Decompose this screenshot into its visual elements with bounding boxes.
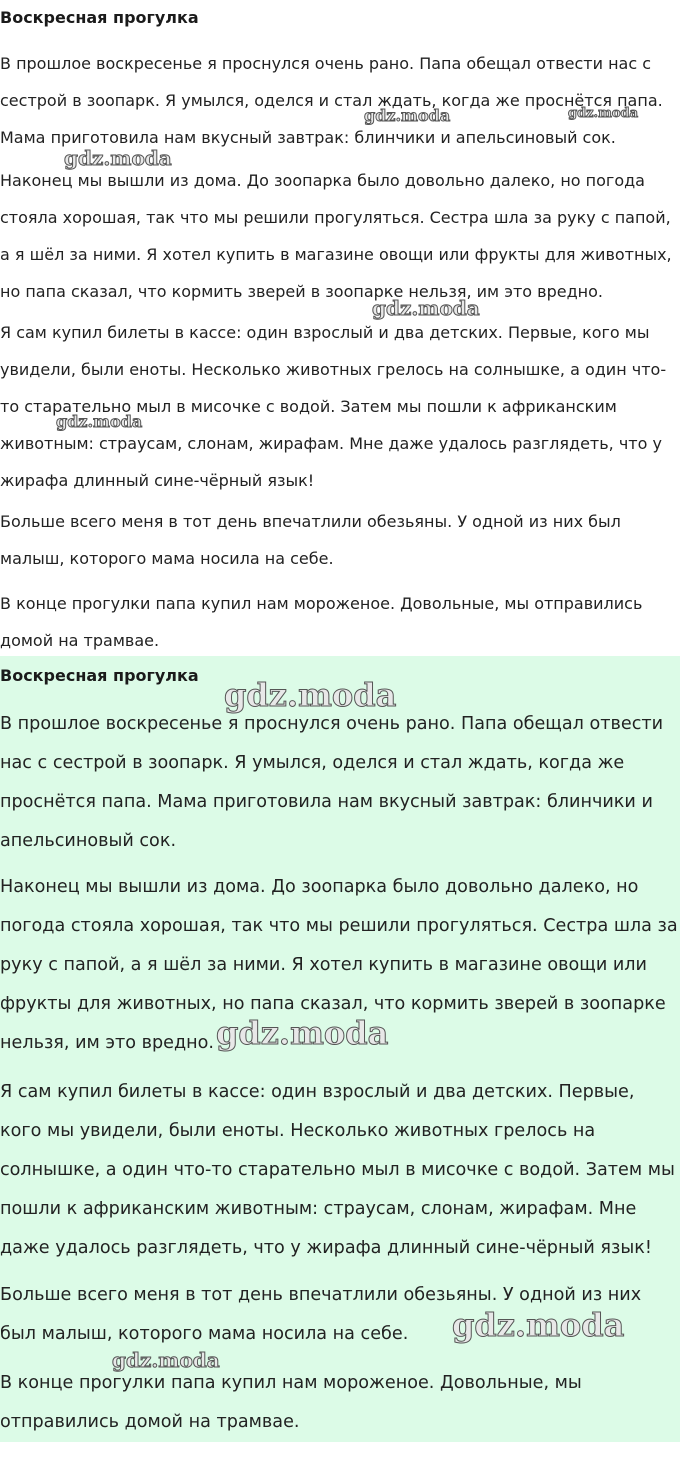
watermark: gdz.moda <box>372 296 480 320</box>
block-2-paragraph-5: В конце прогулки папа купил нам мороженое. Довольные, мы отправились домой на трамвае. <box>0 1373 582 1432</box>
block-2-paragraph-1: В прошлое воскресенье я проснулся очень рано. Папа обещал отвести нас с сестрой в зоопарк. Я умылся, оделся и стал ждать, когда же проснётся папа. Мама приготовила нам вкусный завтрак: блинчики и апельсиновый сок. <box>0 714 664 851</box>
block-2-paragraph-4: Больше всего меня в тот день впечатлили обезьяны. У одной из них был малыш, которого мама носила на себе. <box>0 1285 642 1344</box>
watermark: gdz.moda <box>224 676 397 714</box>
watermark: gdz.moda <box>56 412 143 431</box>
block-2-title: Воскресная прогулка <box>0 666 199 685</box>
block-1-paragraph-3: Я сам купил билеты в кассе: один взрослый и два детских. Первые, кого мы увидели, были еноты. Несколько животных грелось на солнышке, а один что-то старательно мыл в мисочке с водой. Затем мы пошли к африканским животным: страусам, слонам, жирафам. Мне даже удалось разглядеть, что у жирафа длинный сине-чёрный язык! <box>0 323 667 490</box>
watermark: gdz.moda <box>64 146 172 170</box>
block-1-paragraph-2: Наконец мы вышли из дома. До зоопарка было довольно далеко, но погода стояла хорошая, так что мы решили прогуляться. Сестра шла за руку с папой, а я шёл за ними. Я хотел купить в магазине овощи или фрукты для животных, но папа сказал, что кормить зверей в зоопарке нельзя, им это вредно. <box>0 171 672 301</box>
block-1-paragraph-5: В конце прогулки папа купил нам мороженое. Довольные, мы отправились домой на трамвае. <box>0 594 643 650</box>
block-1-paragraph-1: В прошлое воскресенье я проснулся очень рано. Папа обещал отвести нас с сестрой в зоопарк. Я умылся, оделся и стал ждать, когда же проснётся папа. Мама приготовила нам вкусный завтрак: блинчики и апельсиновый сок. <box>0 54 663 147</box>
watermark: gdz.moda <box>568 106 639 121</box>
block-2-paragraph-3: Я сам купил билеты в кассе: один взрослый и два детских. Первые, кого мы увидели, были еноты. Несколько животных грелось на солнышке, а один что-то старательно мыл в мисочке с водой. Затем мы пошли к африканским животным: страусам, слонам, жирафам. Мне даже удалось разглядеть, что у жирафа длинный сине-чёрный язык! <box>0 1082 675 1258</box>
block-2-paragraph-2: Наконец мы вышли из дома. До зоопарка было довольно далеко, но погода стояла хорошая, так что мы решили прогуляться. Сестра шла за руку с папой, а я шёл за ними. Я хотел купить в магазине овощи или фрукты для животных, но папа сказал, что кормить зверей в зоопарке нельзя, им это вредно. <box>0 877 678 1053</box>
block-1-title: Воскресная прогулка <box>0 8 199 27</box>
watermark: gdz.moda <box>216 1014 389 1052</box>
block-1-paragraph-4: Больше всего меня в тот день впечатлили обезьяны. У одной из них был малыш, которого мама носила на себе. <box>0 512 621 568</box>
watermark: gdz.moda <box>364 106 451 125</box>
watermark: gdz.moda <box>112 1348 220 1372</box>
watermark: gdz.moda <box>452 1306 625 1344</box>
